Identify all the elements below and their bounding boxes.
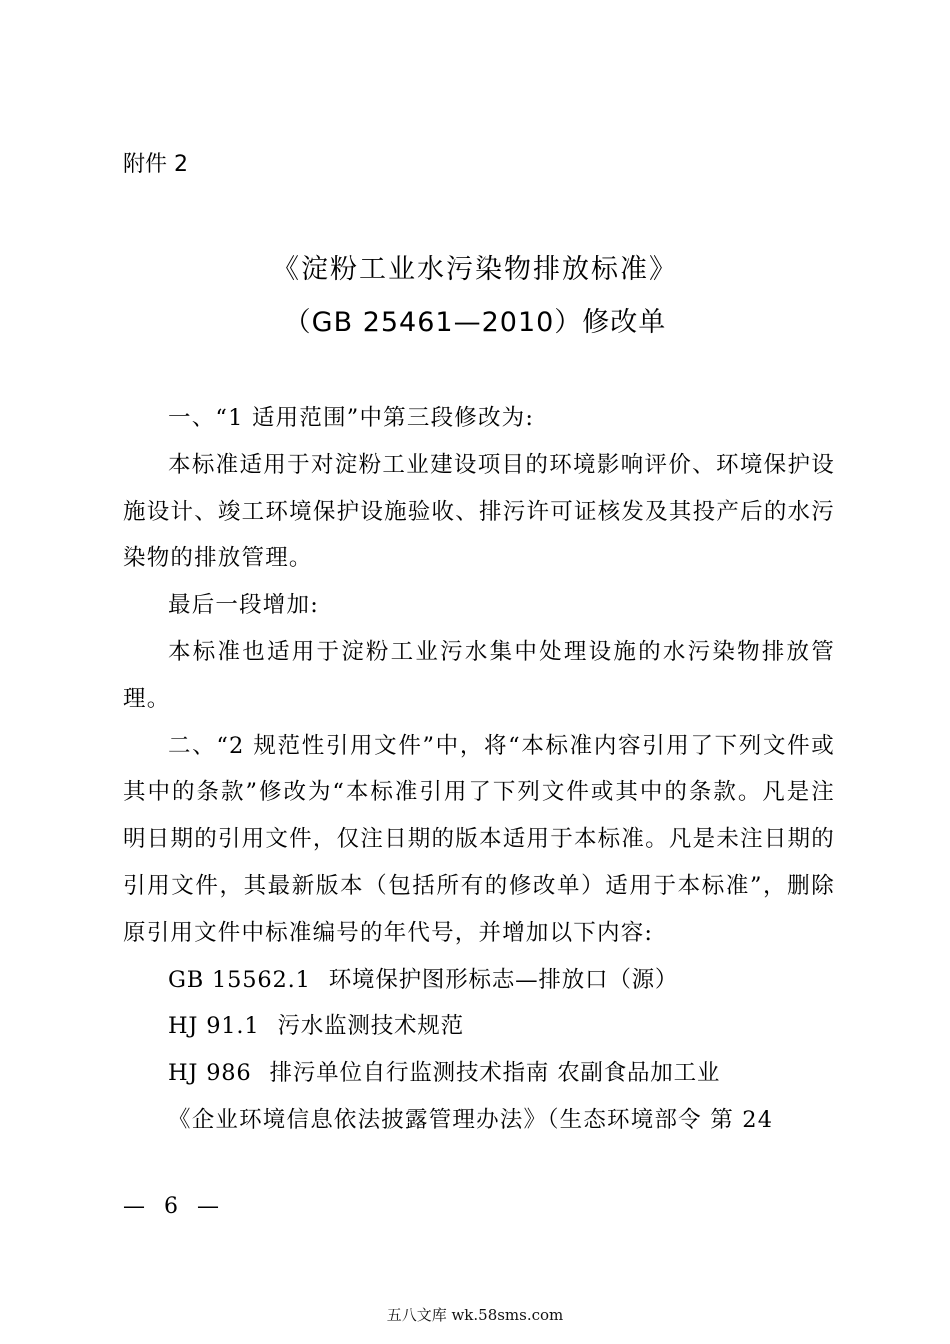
reference-item <box>123 1003 835 1050</box>
reference-name: 排污单位自行监测技术指南 农副食品加工业 <box>269 1060 721 1087</box>
paragraph-last-addition-heading: 最后一段增加: <box>168 592 319 619</box>
reference-name: 环境保护图形标志—排放口（源） <box>328 966 679 993</box>
watermark-text: 五八文库 wk.58sms.com <box>386 1306 564 1324</box>
paragraph-last-line: 《企业环境信息依法披露管理办法》（生态环境部令 第 24 <box>168 1106 774 1133</box>
document-title: 《淀粉工业水污染物排放标准》 <box>272 254 678 285</box>
paragraph-section-two: 二、“2 规范性引用文件”中，将“本标准内容引用了下列文件或其中的条款”修改为“本标准引用了下列文件或其中的条款。凡是注明日期的引用文件，仅注日期的版本适用于本标准。凡是未注日期的引用文件，其最新版本（包括所有的修改单）适用于本标准”，删除原引用文件中标准编号的年代号，并增加以下内容: <box>123 732 835 946</box>
paragraph-scope-text: 本标准适用于对淀粉工业建设项目的环境影响评价、环境保护设施设计、竣工环境保护设施验收、排污许可证核发及其投产后的水污染物的排放管理。 <box>123 451 835 572</box>
page-number: — 6 — <box>123 1194 225 1219</box>
reference-code: HJ 986 <box>168 1060 252 1087</box>
reference-item <box>123 957 835 1004</box>
document-subtitle: （GB 25461—2010）修改单 <box>283 307 667 338</box>
reference-code: GB 15562.1 <box>168 966 311 993</box>
reference-name: 污水监测技术规范 <box>277 1013 464 1040</box>
reference-code: HJ 91.1 <box>168 1013 260 1040</box>
paragraph-section-one-heading: 一、“1 适用范围”中第三段修改为: <box>168 405 535 431</box>
paragraph-addition-text: 本标准也适用于淀粉工业污水集中处理设施的水污染物排放管理。 <box>123 638 835 712</box>
document-body <box>123 395 835 1144</box>
attachment-label: 附件 2 <box>123 152 188 177</box>
reference-item <box>123 1050 835 1097</box>
